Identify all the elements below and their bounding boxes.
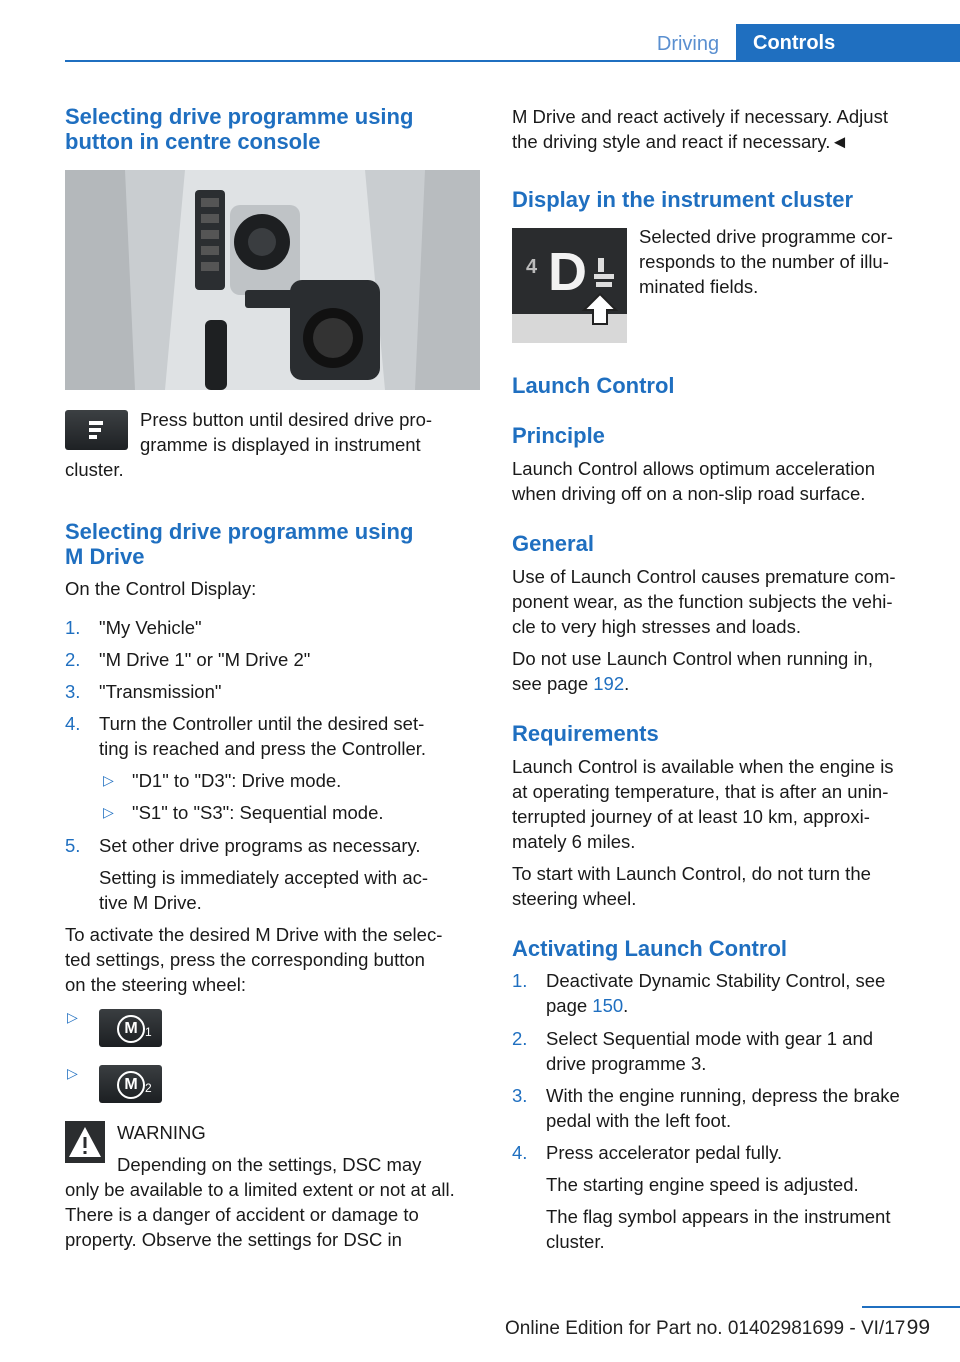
principle-text: Launch Control allows optimum acceleration — [512, 458, 875, 479]
display-text: responds to the number of illu- — [639, 251, 889, 272]
cluster-gear-letter: D — [548, 242, 587, 302]
warning-text: Depending on the settings, DSC may — [117, 1154, 422, 1175]
display-text: Selected drive programme cor- — [639, 226, 893, 247]
heading-requirements: Requirements — [512, 721, 659, 746]
step-text: "Transmission" — [99, 681, 222, 702]
step-number: 5. — [65, 835, 81, 856]
heading-activating: Activating Launch Control — [512, 936, 787, 961]
display-text: minated fields. — [639, 276, 759, 297]
requirements-text: mately 6 miles. — [512, 831, 636, 852]
setting-text: Setting is immediately accepted with ac- — [99, 867, 429, 888]
general-page-ref: see page 192. — [512, 673, 630, 694]
step-text: Press accelerator pedal fully. — [546, 1142, 783, 1163]
step-number: 2. — [65, 649, 81, 670]
m1-label: M — [117, 1015, 145, 1043]
step-text: page 150. — [546, 995, 629, 1016]
footer-rule — [862, 1306, 960, 1308]
general-text: Do not use Launch Control when running in, — [512, 648, 873, 669]
step-text: "My Vehicle" — [99, 617, 202, 638]
step-number: 4. — [65, 713, 81, 734]
cluster-gear-number: 4 — [526, 256, 538, 278]
m2-label: M — [117, 1071, 145, 1099]
footer-online-edition: Online Edition for Part no. 01402981699 - VI/17 — [505, 1318, 906, 1339]
page-link-150[interactable]: 150 — [592, 995, 624, 1016]
flag-text: cluster. — [546, 1231, 605, 1252]
step-number: 3. — [512, 1085, 528, 1106]
centre-console-photo — [65, 170, 480, 390]
m2-button-icon — [99, 1065, 162, 1103]
step-text: pedal with the left foot. — [546, 1110, 732, 1131]
heading-mdrive-2: M Drive — [65, 544, 145, 569]
m2-sub: 2 — [145, 1081, 152, 1095]
general-text: cle to very high stresses and loads. — [512, 616, 801, 637]
heading-console: Selecting drive programme using button in centre console — [65, 104, 414, 154]
activate-text-2: ted settings, press the corresponding button — [65, 949, 425, 970]
activate-text-1: To activate the desired M Drive with the selec- — [65, 924, 443, 945]
drive-programme-fields-icon — [592, 254, 622, 294]
step-text: Set other drive programs as necessary. — [99, 835, 421, 856]
step-text: ting is reached and press the Controller. — [99, 738, 427, 759]
activate-text-3: on the steering wheel: — [65, 974, 247, 995]
header-rule — [65, 60, 960, 62]
warning-text: only be available to a limited extent or not at all. — [65, 1179, 455, 1200]
bullet-triangle-icon: ▷ — [103, 804, 114, 820]
requirements-text: Launch Control is available when the engine is — [512, 756, 894, 777]
requirements-text: at operating temperature, that is after an unin- — [512, 781, 889, 802]
heading-display: Display in the instrument cluster — [512, 187, 854, 212]
heading-general: General — [512, 531, 594, 556]
heading-principle: Principle — [512, 423, 605, 448]
console-text-1: Press button until desired drive pro- — [140, 409, 433, 430]
step-text: "M Drive 1" or "M Drive 2" — [99, 649, 311, 670]
bullet-triangle-icon: ▷ — [67, 1065, 78, 1081]
m1-button-icon — [99, 1009, 162, 1047]
warning-text: There is a danger of accident or damage to — [65, 1204, 419, 1225]
console-text-2: gramme is displayed in instrument — [140, 434, 421, 455]
heading-mdrive-1: Selecting drive programme using — [65, 519, 414, 544]
requirements-text: To start with Launch Control, do not turn the — [512, 863, 871, 884]
general-text: Use of Launch Control causes premature com- — [512, 566, 896, 587]
requirements-text: terrupted journey of at least 10 km, approxi- — [512, 806, 870, 827]
warning-title: WARNING — [117, 1122, 206, 1143]
flag-text: The flag symbol appears in the instrument — [546, 1206, 891, 1227]
requirements-text: steering wheel. — [512, 888, 637, 909]
sub-step-text: "D1" to "D3": Drive mode. — [132, 770, 342, 791]
step-text: Deactivate Dynamic Stability Control, see — [546, 970, 886, 991]
on-display-text: On the Control Display: — [65, 578, 257, 599]
bullet-triangle-icon: ▷ — [103, 772, 114, 788]
setting-text: tive M Drive. — [99, 892, 202, 913]
step-text: drive programme 3. — [546, 1053, 707, 1074]
step-text: With the engine running, depress the brake — [546, 1085, 900, 1106]
heading-launch-control: Launch Control — [512, 373, 675, 398]
cont-text: M Drive and react actively if necessary. Adjust — [512, 106, 888, 127]
step-number: 1. — [512, 970, 528, 991]
step-text: Turn the Controller until the desired set- — [99, 713, 425, 734]
cont-text: the driving style and react if necessary.◄ — [512, 131, 849, 152]
page-number: 99 — [906, 1316, 930, 1339]
step-number: 3. — [65, 681, 81, 702]
step-number: 2. — [512, 1028, 528, 1049]
header-chapter: Controls — [736, 24, 960, 62]
drive-logic-button-icon — [65, 410, 128, 450]
general-text: ponent wear, as the function subjects the vehi- — [512, 591, 893, 612]
m1-sub: 1 — [145, 1025, 152, 1039]
step-text: Select Sequential mode with gear 1 and — [546, 1028, 874, 1049]
principle-text: when driving off on a non-slip road surface. — [512, 483, 866, 504]
console-text-3: cluster. — [65, 459, 124, 480]
step-number: 1. — [65, 617, 81, 638]
arrow-up-icon — [580, 290, 620, 330]
page-link-192[interactable]: 192 — [593, 673, 625, 694]
speed-text: The starting engine speed is adjusted. — [546, 1174, 859, 1195]
instrument-cluster-image — [512, 228, 627, 343]
warning-text: property. Observe the settings for DSC in — [65, 1229, 402, 1250]
header-section: Driving — [656, 33, 720, 55]
warning-icon — [65, 1121, 105, 1163]
sub-step-text: "S1" to "S3": Sequential mode. — [132, 802, 384, 823]
step-number: 4. — [512, 1142, 528, 1163]
bullet-triangle-icon: ▷ — [67, 1009, 78, 1025]
